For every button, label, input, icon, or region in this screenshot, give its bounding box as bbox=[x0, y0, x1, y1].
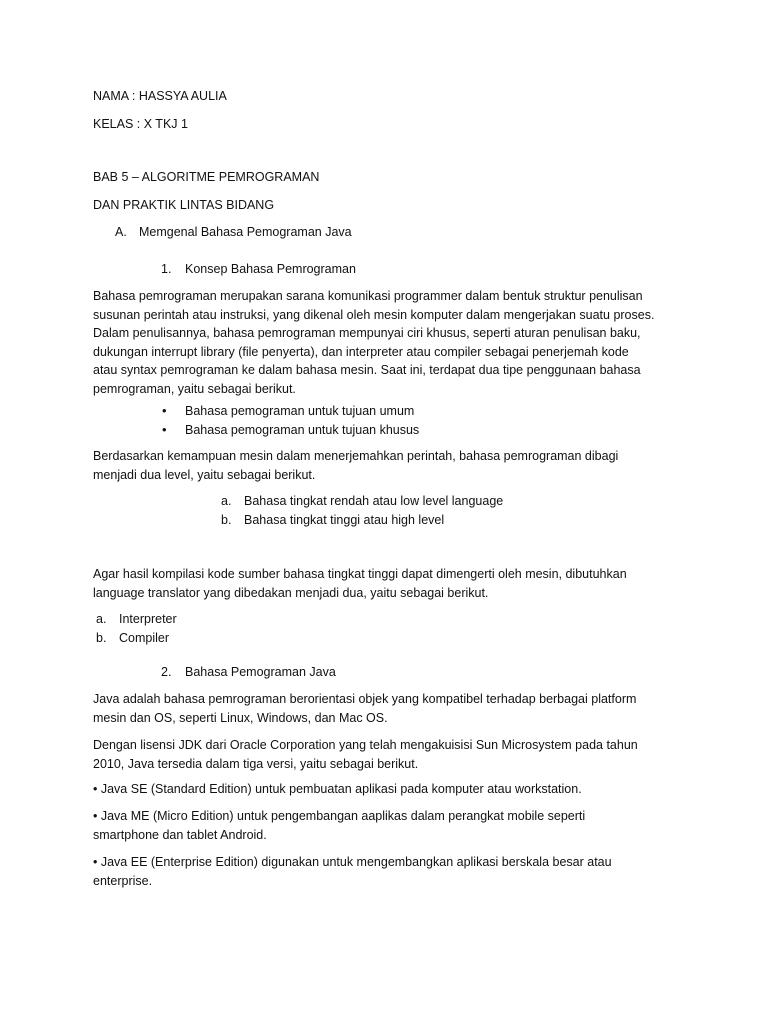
paragraph-jdk bbox=[93, 736, 685, 773]
edition-java-me bbox=[93, 807, 685, 844]
paragraph-line: susunan perintah atau instruksi, yang dikenal oleh mesin komputer dalam mengerjakan suatu proses. bbox=[93, 307, 655, 322]
list-item bbox=[221, 492, 621, 511]
subsection-1-title: Konsep Bahasa Pemrograman bbox=[185, 262, 356, 276]
list-item-text: Compiler bbox=[119, 630, 170, 645]
edition-java-ee bbox=[93, 853, 685, 890]
subsection-2-title: Bahasa Pemograman Java bbox=[185, 665, 336, 679]
chapter-title: BAB 5 – ALGORITME PEMROGRAMAN bbox=[93, 170, 320, 184]
translators-list bbox=[96, 610, 396, 647]
paragraph-line: dukungan interrupt library (file penyerta), dan interpreter atau compiler sebagai penerjemah kode bbox=[93, 344, 629, 359]
section-a-marker: A. bbox=[115, 225, 127, 239]
list-marker: b. bbox=[221, 512, 232, 527]
list-marker: a. bbox=[96, 612, 107, 626]
paragraph-line: enterprise. bbox=[93, 873, 153, 888]
list-item bbox=[96, 629, 396, 648]
paragraph-concept bbox=[93, 287, 685, 398]
usage-bullet-list bbox=[162, 402, 562, 439]
paragraph-line: Bahasa pemrograman merupakan sarana komunikasi programmer dalam bentuk struktur penulisan bbox=[93, 289, 643, 303]
list-item bbox=[162, 421, 562, 440]
list-item-text: Interpreter bbox=[119, 612, 177, 626]
paragraph-java bbox=[93, 690, 685, 727]
paragraph-line: menjadi dua level, yaitu sebagai berikut. bbox=[93, 467, 316, 482]
list-item-text: Bahasa tingkat tinggi atau high level bbox=[244, 512, 445, 527]
subsection-1-marker: 1. bbox=[161, 262, 172, 276]
student-name: NAMA : HASSYA AULIA bbox=[93, 89, 227, 103]
list-item-text: Bahasa pemograman untuk tujuan khusus bbox=[185, 422, 420, 437]
paragraph-line: • Java EE (Enterprise Edition) digunakan untuk mengembangkan aplikasi berskala besar atau bbox=[93, 855, 612, 869]
paragraph-levels bbox=[93, 447, 685, 484]
paragraph-line: smartphone dan tablet Android. bbox=[93, 827, 267, 842]
paragraph-line: 2010, Java tersedia dalam tiga versi, yaitu sebagai berikut. bbox=[93, 756, 419, 771]
paragraph-line: Dalam penulisannya, bahasa pemrograman mempunyai ciri khusus, seperti aturan penulisan baku, bbox=[93, 326, 641, 340]
paragraph-line: Dengan lisensi JDK dari Oracle Corporation yang telah mengakuisisi Sun Microsystem pada tahun bbox=[93, 738, 638, 752]
student-class: KELAS : X TKJ 1 bbox=[93, 117, 188, 131]
paragraph-line: atau syntax pemrograman ke dalam bahasa mesin. Saat ini, terdapat dua tipe penggunaan bahasa bbox=[93, 363, 641, 377]
paragraph-line: mesin dan OS, seperti Linux, Windows, dan Mac OS. bbox=[93, 710, 388, 725]
bullet-icon: • bbox=[162, 421, 167, 437]
paragraph-line: pemrograman, yaitu sebagai berikut. bbox=[93, 381, 296, 396]
paragraph-line: Berdasarkan kemampuan mesin dalam menerjemahkan perintah, bahasa pemrograman dibagi bbox=[93, 449, 619, 463]
section-a-title: Memgenal Bahasa Pemograman Java bbox=[139, 225, 352, 239]
paragraph-line: Java adalah bahasa pemrograman berorientasi objek yang kompatibel terhadap berbagai platform bbox=[93, 692, 637, 706]
paragraph-line: Agar hasil kompilasi kode sumber bahasa tingkat tinggi dapat dimengerti oleh mesin, dibutuhkan bbox=[93, 567, 627, 581]
list-item-text: Bahasa pemograman untuk tujuan umum bbox=[185, 404, 415, 418]
chapter-subtitle: DAN PRAKTIK LINTAS BIDANG bbox=[93, 198, 275, 212]
list-marker: b. bbox=[96, 630, 107, 645]
list-item-text: Bahasa tingkat rendah atau low level language bbox=[244, 494, 504, 508]
subsection-2-marker: 2. bbox=[161, 665, 172, 679]
levels-list bbox=[221, 492, 621, 529]
edition-java-se bbox=[93, 780, 685, 799]
paragraph-line: • Java ME (Micro Edition) untuk pengembangan aaplikas dalam perangkat mobile seperti bbox=[93, 809, 586, 823]
paragraph-translator bbox=[93, 565, 685, 602]
bullet-icon: • bbox=[162, 403, 167, 418]
list-item bbox=[162, 402, 562, 421]
list-marker: a. bbox=[221, 494, 232, 508]
list-item bbox=[96, 610, 396, 629]
paragraph-line: language translator yang dibedakan menjadi dua, yaitu sebagai berikut. bbox=[93, 585, 489, 600]
list-item bbox=[221, 511, 621, 530]
paragraph-line: • Java SE (Standard Edition) untuk pembuatan aplikasi pada komputer atau workstation. bbox=[93, 782, 582, 796]
